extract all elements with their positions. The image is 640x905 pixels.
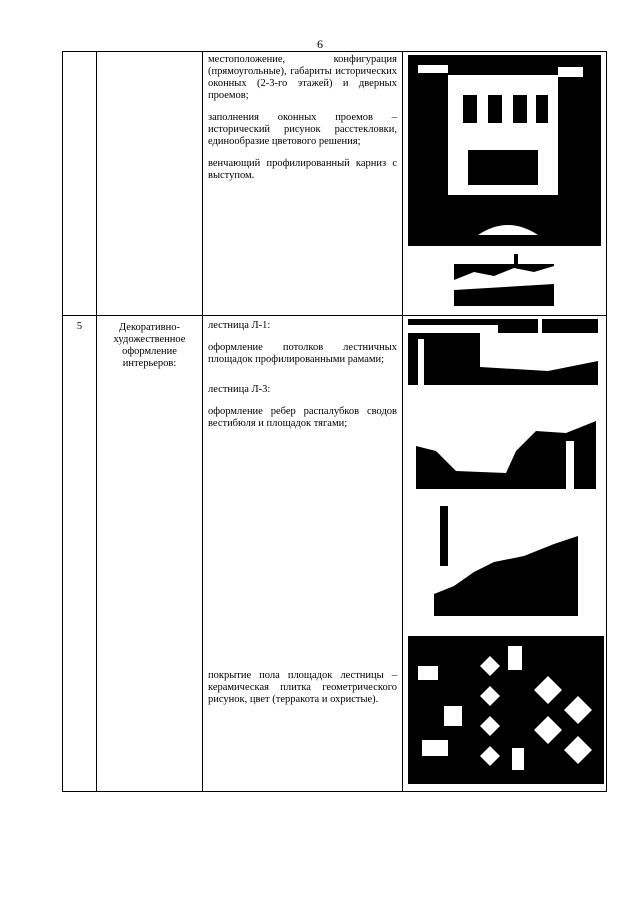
page-number: 6 <box>317 37 323 51</box>
facade-photo <box>408 55 601 246</box>
description-paragraph: заполнения оконных проемов – исторический рисунок расстекловки, единообразие цветового решения; <box>208 112 397 147</box>
table-row <box>63 52 607 316</box>
row-photos-cell <box>403 52 607 316</box>
description-paragraph: венчающий профилированный карниз с выступом. <box>208 158 397 181</box>
row-number-cell: 5 <box>63 316 97 792</box>
description-paragraph: покрытие пола площадок лестницы – керамическая плитка геометрического рисунок, цвет (терракота и охристые). <box>208 670 397 705</box>
vestibule-vault-photo <box>416 391 596 489</box>
ceiling-frame-photo <box>408 319 598 385</box>
cornice-photo <box>454 250 554 306</box>
row-description-cell <box>203 316 403 792</box>
description-paragraph: местоположение, конфигурация (прямоугольные), габариты исторических оконных (2-3-го этажей) и дверных проемов; <box>208 54 397 101</box>
landing-vault-photo <box>434 496 578 616</box>
table-row <box>63 316 607 792</box>
description-paragraph: лестница Л-1: <box>208 320 271 331</box>
row-description-cell <box>203 52 403 316</box>
description-paragraph: оформление ребер распалубков сводов вестибюля и площадок тягами; <box>208 406 397 429</box>
row-category-cell <box>97 52 203 316</box>
row-number-cell <box>63 52 97 316</box>
ceramic-tile-floor-photo <box>408 636 604 784</box>
heritage-features-table <box>62 51 607 792</box>
row-photos-cell <box>403 316 607 792</box>
row-category-cell: Декоративно-художественное оформление интерьеров: <box>97 316 203 792</box>
description-paragraph: оформление потолков лестничных площадок профилированными рамами; <box>208 342 397 365</box>
description-paragraph: лестница Л-3: <box>208 384 271 395</box>
